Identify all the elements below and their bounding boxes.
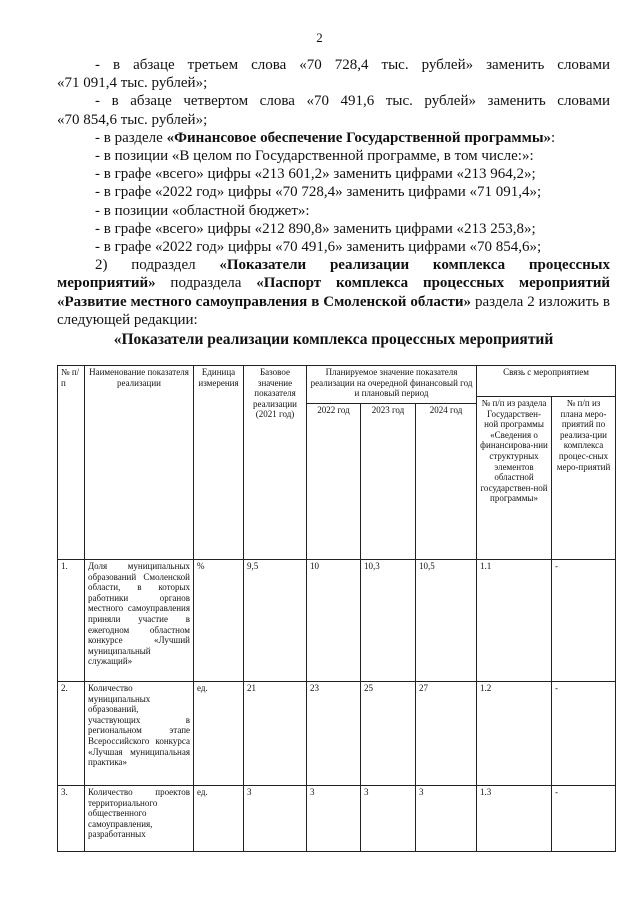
header-link-gp: № п/п из раздела Государствен-ной программы «Сведения о финансирова-нии структурных элементов областной государствен-ной программы» [477,397,552,560]
paragraph: «70 854,6 тыс. рублей»; [57,111,208,128]
cell-2023: 25 [361,682,416,786]
cell-name: Доля муниципальных образований Смоленской области, в которых работники органов местного самоуправления приняли участие в ежегодном областном конкурсе «Лучший муниципальный служащий» [85,560,194,682]
cell-unit: % [194,560,244,682]
table-row [58,786,616,852]
table-row [58,560,616,682]
cell-2024: 3 [416,786,477,852]
cell-base: 3 [244,786,307,852]
bold-text: «Финансовое обеспечение Государственной программы» [166,129,552,146]
paragraph: - в графе «2022 год» цифры «70 491,6» заменить цифрами «70 854,6»; [95,239,542,256]
document-body [57,56,610,329]
cell-unit: ед. [194,786,244,852]
cell-gp: 1.1 [477,560,552,682]
paragraph [57,129,610,147]
paragraph [57,256,610,329]
cell-2022: 3 [307,786,361,852]
cell-gp: 1.3 [477,786,552,852]
cell-base: 9,5 [244,560,307,682]
paragraph: - в графе «всего» цифры «213 601,2» заменить цифрами «213 964,2»; [95,166,536,183]
cell-2024: 27 [416,682,477,786]
text-run: - в разделе [95,129,167,146]
paragraph: - в позиции «областной бюджет»: [95,202,310,219]
cell-2022: 23 [307,682,361,786]
paragraph: - в абзаце четвертом слова «70 491,6 тыс. рублей» заменить словами [95,93,610,110]
header-2023: 2023 год [361,404,416,560]
paragraph: «71 091,4 тыс. рублей»; [57,75,208,92]
cell-num: 1. [58,560,85,682]
paragraph: - в графе «всего» цифры «212 890,8» заменить цифрами «213 253,8»; [95,220,536,237]
header-2022: 2022 год [307,404,361,560]
cell-name: Количество проектов территориального общественного самоуправления, разработанных [85,786,194,852]
text-run: 2) подраздел [95,257,220,274]
page-number: 2 [316,30,323,45]
header-unit: Единица измерения [194,366,244,560]
bold-text: «Паспорт комплекса процессных мероприятий «Развитие местного самоуправления в Смоленской области» [57,275,610,310]
cell-num: 3. [58,786,85,852]
header-name: Наименование показателя реализации [85,366,194,560]
header-base: Базовое значение показателя реализации (2021 год) [244,366,307,560]
table-header-row [58,366,616,397]
cell-plan: - [552,560,616,682]
table-row [58,682,616,786]
header-num: № п/п [58,366,85,560]
header-planned: Планируемое значение показателя реализации на очередной финансовый год и плановый период [307,366,477,404]
cell-num: 2. [58,682,85,786]
cell-2023: 3 [361,786,416,852]
cell-2024: 10,5 [416,560,477,682]
text-run: : [551,129,556,146]
paragraph: - в позиции «В целом по Государственной программе, в том числе:»: [95,148,534,165]
paragraph: - в графе «2022 год» цифры «70 728,4» заменить цифрами «71 091,4»; [95,184,542,201]
header-2024: 2024 год [416,404,477,560]
cell-2023: 10,3 [361,560,416,682]
paragraph: - в абзаце третьем слова «70 728,4 тыс. рублей» заменить словами [95,57,610,73]
header-link: Связь с мероприятием [477,366,616,397]
bold-text: «Показатели реализации комплекса процессных мероприятий» [57,257,611,292]
cell-base: 21 [244,682,307,786]
cell-plan: - [552,682,616,786]
cell-gp: 1.2 [477,682,552,786]
header-link-plan: № п/п из плана меро-приятий по реализа-ции комплекса процес-сных меро-приятий [552,397,616,560]
indicators-table [57,365,616,852]
cell-plan: - [552,786,616,852]
cell-name: Количество муниципальных образований, участвующих в региональном этапе Всероссийского конкурса «Лучшая муниципальная практика» [85,682,194,786]
cell-unit: ед. [194,682,244,786]
text-run: подраздела [155,275,257,292]
table-title: «Показатели реализации комплекса процессных мероприятий [113,331,554,348]
cell-2022: 10 [307,560,361,682]
text-run: раздела 2 изложить в следующей редакции: [57,293,611,328]
